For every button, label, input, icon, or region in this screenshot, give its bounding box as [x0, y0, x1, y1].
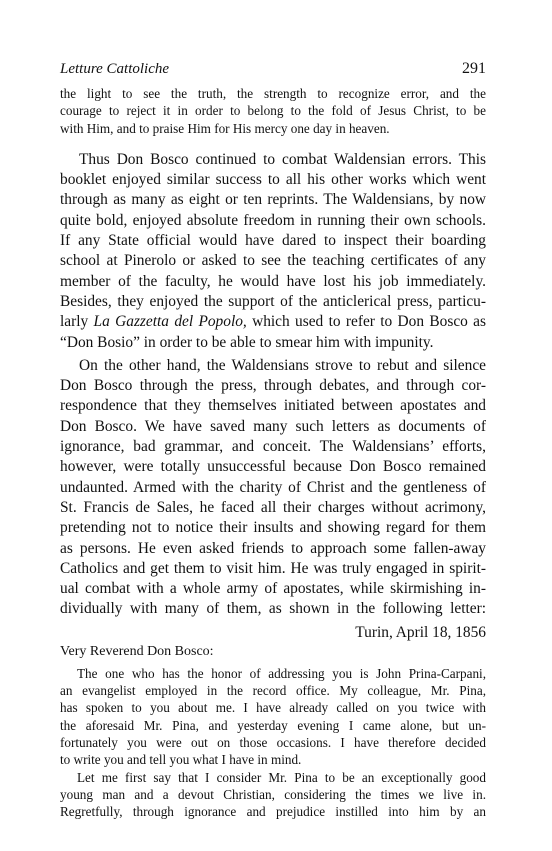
text-line: pretending not to notice their insults and showing regard for them [60, 519, 486, 537]
text-line: has spoken to you about me. I have already called on you twice with [60, 700, 486, 716]
book-page [60, 60, 486, 820]
text-line [60, 312, 486, 332]
newspaper-title: La Gazzetta del Popolo, [93, 313, 247, 331]
text-line: however, were totally unsuccessful because Don Bosco remained [60, 458, 486, 476]
text-line: dividually with many of them, as shown in the following letter: [60, 600, 486, 618]
running-head [60, 60, 486, 78]
text-line: Let me first say that I consider Mr. Pina to be an exceptionally good [77, 769, 486, 785]
text-line: the aforesaid Mr. Pina, and yesterday evening I came alone, but un- [60, 717, 486, 733]
text-line: respondence that they themselves initiated between apostates and [60, 397, 486, 415]
text-line: school at Pinerolo or asked to see the teaching certificates of any [60, 252, 486, 270]
paragraph-rebut [60, 356, 486, 620]
text-line: courage to reject it in order to belong to the fold of Jesus Christ, to be [60, 103, 486, 119]
text-line: If any State official would have dared to inspect their boarding [60, 232, 486, 250]
text-line: ignorance, bad grammar, and conceit. The Waldensians’ efforts, [60, 438, 486, 456]
text-line: Don Bosco. We have saved many such letters as documents of [60, 417, 486, 435]
text-line: Catholics and get them to visit him. He was truly engaged in spirit- [60, 559, 486, 577]
text-line: booklet enjoyed similar success to all his other works which went [60, 171, 486, 189]
text-line: quite bold, enjoyed absolute freedom in running their own schools. [60, 211, 486, 229]
letter-dateline: Turin, April 18, 1856 [355, 623, 486, 641]
page-number: 291 [462, 60, 486, 77]
text-line: St. Francis de Sales, he faced all their charges without acrimony, [60, 498, 486, 516]
text-line: with Him, and to praise Him for His mercy one day in heaven. [60, 120, 390, 136]
letter-paragraph-2 [60, 769, 486, 821]
text-run: which used to refer to Don Bosco as [246, 313, 486, 331]
text-line: member of the faculty, he would have lost his job immediately. [60, 272, 486, 290]
text-line: The one who has the honor of addressing you is John Prina-Carpani, [77, 665, 486, 681]
text-line: as persons. He even asked friends to approach some fallen-away [60, 539, 486, 557]
text-line: ual combat with a whole army of apostates, while skirmishing in- [60, 580, 486, 598]
text-line: young man and a devout Christian, considering the times we live in. [60, 786, 486, 802]
running-head-title: Letture Cattoliche [60, 61, 170, 77]
text-line: the light to see the truth, the strength to recognize error, and the [60, 86, 486, 101]
text-line: to write you and tell you what I have in mind. [60, 752, 302, 768]
text-line: an evangelist employed in the record office. My colleague, Mr. Pina, [60, 683, 486, 699]
text-line: On the other hand, the Waldensians strove to rebut and silence [79, 356, 486, 374]
text-line: Thus Don Bosco continued to combat Waldensian errors. This [79, 150, 486, 168]
text-line: through as many as eight or ten reprints. The Waldensians, by now [60, 191, 486, 209]
text-line: “Don Bosio” in order to be able to smear him with impunity. [60, 333, 434, 351]
letter-salutation: Very Reverend Don Bosco: [60, 643, 214, 659]
text-line: Regretfully, through ignorance and prejudice instilled into him by an [60, 804, 486, 820]
text-line: fortunately you were out on those occasions. I have therefore decided [60, 734, 486, 750]
letter-paragraph-1 [60, 665, 486, 769]
intro-paragraph [60, 85, 486, 137]
text-run: larly [60, 313, 94, 331]
text-line: Besides, they enjoyed the support of the anticlerical press, particu- [60, 292, 486, 310]
paragraph-waldensian-errors [60, 150, 486, 353]
text-line: Don Bosco through the press, through debates, and through cor- [60, 377, 486, 395]
text-line: undaunted. Armed with the charity of Christ and the gentleness of [60, 478, 486, 496]
